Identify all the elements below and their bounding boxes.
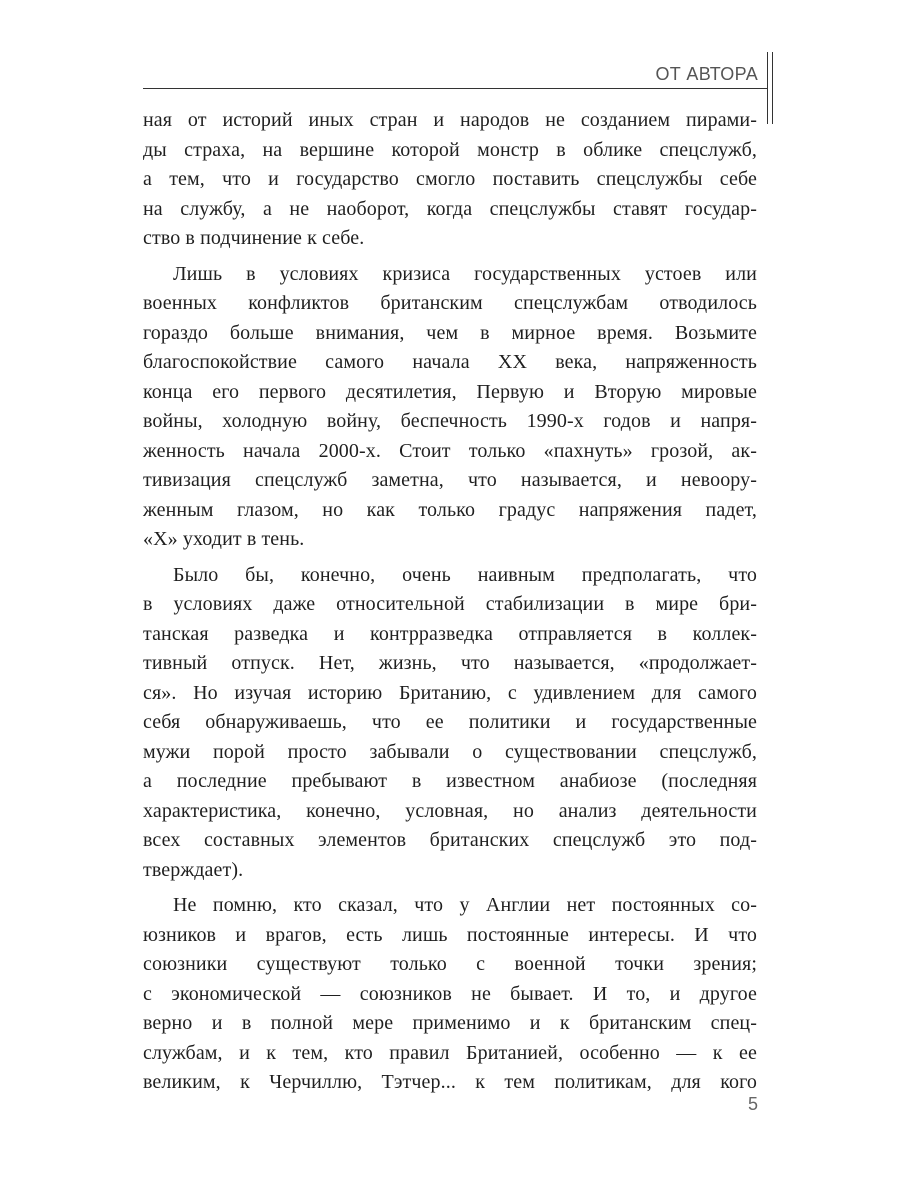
paragraph-3 [143,561,757,886]
text-line: юзников и врагов, есть лишь постоянные интересы. И что [143,923,757,946]
text-line: мужи порой просто забывали о существовании спецслужб, [143,740,757,763]
paragraph-4 [143,891,757,1098]
text-line: тивизация спецслужб заметна, что называется, и невоору- [143,469,757,491]
header-rule [143,88,767,89]
text-line: себя обнаруживаешь, что ее политики и государственные [143,711,757,733]
text-line: ды страха, на вершине которой монстр в облике спецслужб, [143,138,757,161]
text-line: Не помню, кто сказал, что у Англии нет постоянных со- [173,894,757,916]
text-line: тверждает). [143,858,244,881]
text-line: Было бы, конечно, очень наивным предполагать, что [173,563,757,586]
text-line: Лишь в условиях кризиса государственных устоев или [173,262,757,285]
text-line: характеристика, конечно, условная, но анализ деятельности [143,799,757,822]
text-line: гораздо больше внимания, чем в мирное время. Возьмите [143,321,757,344]
text-line: в условиях даже относительной стабилизации в мире бри- [143,593,757,615]
text-line: женность начала 2000-х. Стоит только «пахнуть» грозой, ак- [143,439,757,462]
text-line: военных конфликтов британским спецслужбам отводилось [143,292,757,314]
header-vertical-bar [767,52,768,124]
text-line: женным глазом, но как только градус напряжения падет, [143,498,757,521]
text-line: службам, и к тем, кто правил Британией, особенно — к ее [143,1041,757,1064]
text-line: союзники существуют только с военной точки зрения; [143,953,757,975]
text-line: ся». Но изучая историю Британию, с удивлением для самого [143,681,757,704]
text-line: на службу, а не наоборот, когда спецслужбы ставят государ- [143,197,757,220]
text-line: танская разведка и контрразведка отправляется в коллек- [143,622,757,645]
text-line: тивный отпуск. Нет, жизнь, что называется, «продолжает- [143,652,757,674]
header-vertical-bar-2 [772,52,773,124]
text-line: войны, холодную войну, беспечность 1990-х годов и напря- [143,410,757,432]
body-text [143,106,757,1098]
text-line: ство в подчинение к себе. [143,227,365,249]
text-line: благоспокойствие самого начала XX века, напряженность [143,351,757,373]
text-line: верно и в полной мере применимо и к британским спец- [143,1012,757,1034]
text-line: а последние пребывают в известном анабиозе (последняя [143,770,757,792]
text-line: конца его первого десятилетия, Первую и Вторую мировые [143,380,757,403]
text-line: ная от историй иных стран и народов не созданием пирами- [143,109,757,131]
text-line: а тем, что и государство смогло поставить спецслужбы себе [143,168,757,190]
text-line: великим, к Черчиллю, Тэтчер... к тем политикам, для кого [143,1071,757,1093]
text-line: всех составных элементов британских спецслужб это под- [143,829,757,851]
paragraph-2 [143,260,757,555]
text-line: «Х» уходит в тень. [143,528,305,550]
page-number: 5 [747,1094,758,1114]
running-head: ОТ АВТОРА [655,64,758,84]
paragraph-1 [143,106,757,254]
text-line: с экономической — союзников не бывает. И то, и другое [143,982,757,1005]
